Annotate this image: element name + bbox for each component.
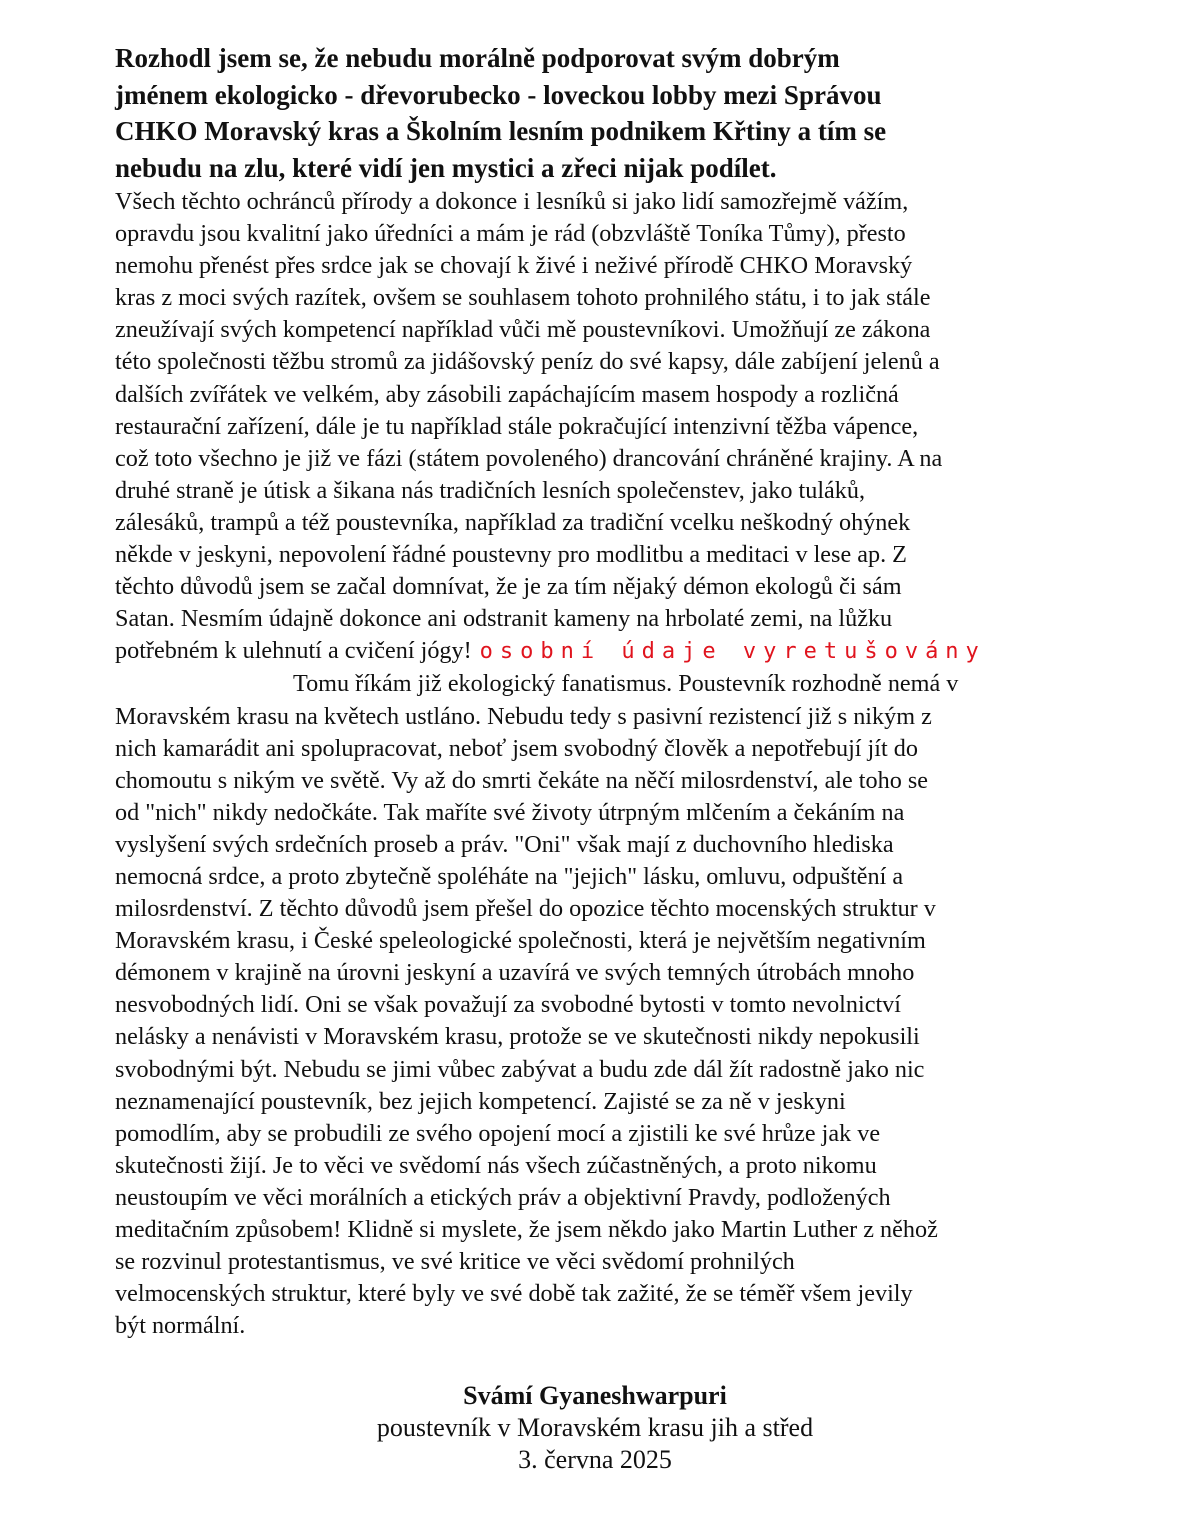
body-line: nich kamarádit ani spolupracovat, neboť jsem svobodný člověk a nepotřebují jít do [115,734,918,762]
body-line: milosrdenství. Z těchto důvodů jsem přešel do opozice těchto mocenských struktur v [115,895,936,923]
redaction-notice: osobní údaje vyretušovány [479,639,986,665]
body-line: neustoupím ve věci morálních a etických práv a objektivní Pravdy, podložených [115,1183,891,1211]
body-line: vyslyšení svých srdečních proseb a práv. "Oni" však mají z duchovního hlediska [115,830,894,858]
body-line: zneužívají svých kompetencí například vůči mě poustevníkovi. Umožňují ze zákona [115,316,931,344]
body-line-fragment: Tomu říkám již ekologický fanatismus. Poustevník rozhodně nemá v [293,670,959,698]
body-line: pomodlím, aby se probudili ze svého opojení mocí a zjistili ke své hrůze jak ve [115,1119,881,1147]
letter-heading [115,40,1045,186]
signature-role: poustevník v Moravském krasu jih a střed [376,1413,814,1442]
heading-line: Rozhodl jsem se, že nebudu morálně podporovat svým dobrým [115,43,840,73]
body-line: Moravském krasu, i České speleologické společnosti, která je největším negativním [115,927,926,955]
body-line: velmocenských struktur, které byly ve své době tak zažité, že se téměř všem jevily [115,1280,913,1308]
body-line: skutečnosti žijí. Je to věci ve svědomí nás všech zúčastněných, a proto nikomu [115,1151,877,1179]
body-line: Moravském krasu na květech ustláno. Nebudu tedy s pasivní rezistencí již s nikým z [115,702,932,730]
body-line: opravdu jsou kvalitní jako úředníci a mám je rád (obzvláště Toníka Tůmy), přesto [115,220,906,248]
body-line: někde v jeskyni, nepovolení řádné poustevny pro modlitbu a meditaci v lese ap. Z [115,541,907,569]
signature-date: 3. června 2025 [518,1445,672,1474]
body-line: být normální. [115,1312,246,1340]
continued-line [115,668,1075,700]
body-line: meditačním způsobem! Klidně si myslete, že jsem někdo jako Martin Luther z něhož [115,1216,938,1243]
body-line: se rozvinul protestantismus, ve své kritice ve věci svědomí prohnilých [115,1248,795,1276]
body-line: Satan. Nesmím údajně dokonce ani odstranit kameny na hrbolaté zemi, na lůžku [115,605,893,633]
heading-line: nebudu na zlu, které vidí jen mystici a zřeci nijak podílet. [115,152,777,183]
body-line: druhé straně je útisk a šikana nás tradičních lesních společenstev, jako tuláků, [115,476,866,504]
signature-name: Svámí Gyaneshwarpuri [463,1381,727,1410]
letter-content [115,40,1075,1342]
body-line: zálesáků, trampů a též poustevníka, například za tradiční vcelku neškodný ohýnek [115,508,911,536]
body-line: od "nich" nikdy nedočkáte. Tak maříte své životy útrpným mlčením a čekáním na [115,798,905,826]
body-line: Všech těchto ochránců přírody a dokonce i lesníků si jako lidí samozřejmě vážím, [115,188,909,215]
body-line: nemohu přenést přes srdce jak se chovají k živé i neživé přírodě CHKO Moravský [115,252,913,280]
body-line: neznamenající poustevník, bez jejich kompetencí. Zajisté se za ně v jeskyni [115,1087,846,1115]
body-line: této společnosti těžbu stromů za jidášovský peníz do své kapsy, dále zabíjení jelenů a [115,348,940,376]
body-line: kras z moci svých razítek, ovšem se souhlasem tohoto prohnilého státu, i to jak stále [115,284,931,312]
redaction-line [115,635,1075,668]
heading-line: jménem ekologicko - dřevorubecko - loveckou lobby mezi Správou [115,79,882,110]
body-line: nemocná srdce, a proto zbytečně spoléháte na "jejich" lásku, omluvu, odpuštění a [115,862,904,890]
signature-block [0,1380,1190,1476]
body-line: chomoutu s nikým ve světě. Vy až do smrti čekáte na něčí milosrdenství, ale toho se [115,766,929,794]
body-line: těchto důvodů jsem se začal domnívat, že je za tím nějaký démon ekologů či sám [115,573,902,601]
body-line: dalších zvířátek ve velkém, aby zásobili zapáchajícím masem hospody a rozličná [115,380,899,408]
letter-body [115,186,1075,1342]
body-line: démonem v krajině na úrovni jeskyní a uzavírá ve svých temných útrobách mnoho [115,959,915,987]
body-line: nesvobodných lidí. Oni se však považují za svobodné bytosti v tomto nevolnictví [115,991,901,1019]
body-line: což toto všechno je již ve fázi (státem povoleného) drancování chráněné krajiny. A na [115,444,943,472]
body-line: svobodnými být. Nebudu se jimi vůbec zabývat a budu zde dál žít radostně jako nic [115,1055,925,1083]
heading-line: CHKO Moravský kras a Školním lesním podnikem Křtiny a tím se [115,116,887,146]
body-line-fragment: potřebném k ulehnutí a cvičení jógy! [115,637,472,665]
body-line: restaurační zařízení, dále je tu například stále pokračující intenzivní těžba vápence, [115,412,919,440]
body-line: nelásky a nenávisti v Moravském krasu, protože se ve skutečnosti nikdy nepokusili [115,1023,920,1051]
